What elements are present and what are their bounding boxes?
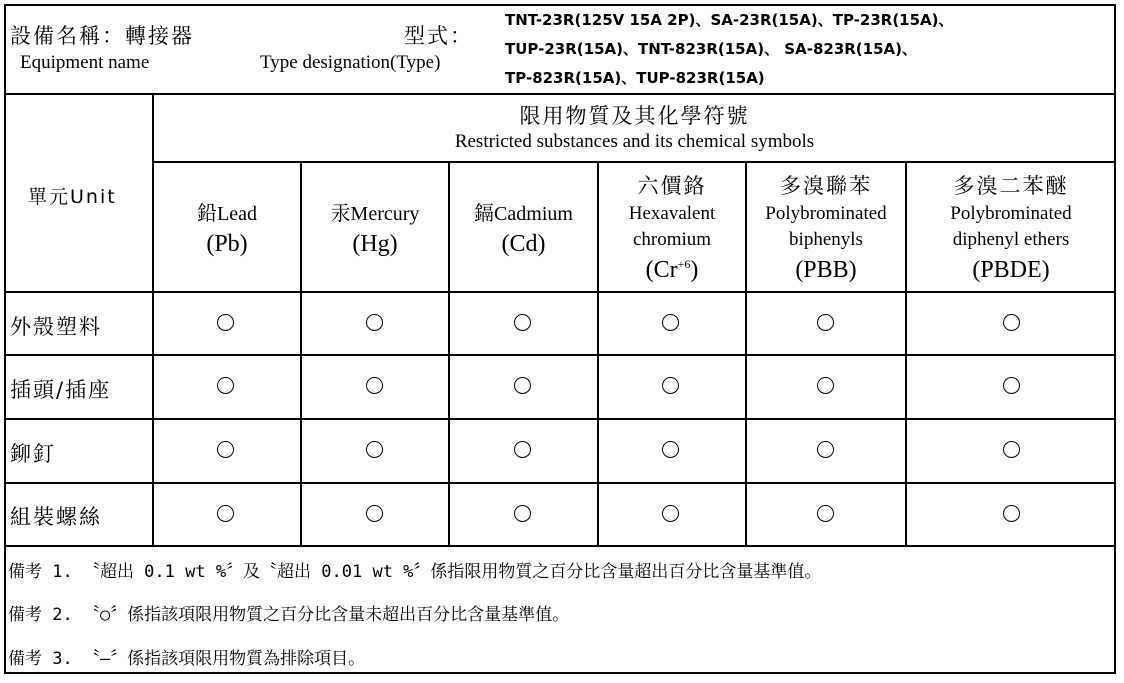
row-unit-plug-socket: 插頭/插座 [10, 378, 112, 402]
chromium-column-name-zh: 六價鉻 [637, 174, 707, 198]
pbde-column-name-en-2: diphenyl ethers [952, 229, 1070, 250]
compliance-circle-mark [1003, 314, 1020, 331]
pbb-column-name-en-2: biphenyls [789, 229, 863, 250]
compliance-circle-mark [217, 505, 234, 522]
chromium-column-name-en-2: chromium [632, 229, 712, 250]
model-list-line-3: TP-823R(15A)、TUP-823R(15A) [505, 69, 765, 87]
compliance-circle-mark [366, 441, 383, 458]
compliance-circle-mark [217, 377, 234, 394]
chromium-column-name-en-1: Hexavalent [628, 203, 716, 224]
cadmium-column-name: 鎘Cadmium [474, 203, 573, 225]
row-divider [4, 482, 1116, 484]
compliance-circle-mark [366, 505, 383, 522]
row-divider [4, 418, 1116, 420]
model-list-line-2: TUP-23R(15A)、TNT-823R(15A)、 SA-823R(15A)、 [505, 40, 917, 58]
compliance-circle-mark [514, 314, 531, 331]
pbb-column-name-en-1: Polybrominated [765, 203, 887, 224]
compliance-circle-mark [514, 505, 531, 522]
compliance-circle-mark [514, 377, 531, 394]
restricted-substances-title-en: Restricted substances and its chemical symbols [454, 131, 815, 152]
compliance-circle-mark [1003, 377, 1020, 394]
row-unit-assembly-screw: 組裝螺絲 [10, 505, 102, 529]
compliance-circle-mark [817, 505, 834, 522]
cadmium-column-symbol: (Cd) [501, 231, 546, 257]
type-designation-en: Type designation(Type) [260, 52, 441, 73]
chromium-symbol-base: (Cr [645, 257, 678, 283]
mercury-column-name: 汞Mercury [330, 203, 420, 225]
row-unit-rivet: 鉚釘 [10, 442, 56, 466]
column-divider [152, 93, 154, 547]
equipment-name-en: Equipment name [20, 52, 150, 73]
compliance-circle-mark [662, 441, 679, 458]
model-list-line-1: TNT-23R(125V 15A 2P)、SA-23R(15A)、TP-23R(15A)、 [505, 11, 954, 29]
note-2: 備考 2. 〝○〞係指該項限用物質之百分比含量未超出百分比含量基準值。 [8, 605, 570, 625]
compliance-circle-mark [1003, 441, 1020, 458]
pbb-column-symbol: (PBB) [795, 257, 857, 283]
note-1: 備考 1. 〝超出 0.1 wt %〞及〝超出 0.01 wt %〞係指限用物質之百分比含量超出百分比含量基準值。 [8, 562, 822, 582]
chromium-symbol-end: ) [690, 257, 699, 283]
compliance-circle-mark [662, 505, 679, 522]
pbde-column-name-zh: 多溴二苯醚 [953, 174, 1069, 198]
compliance-circle-mark [817, 441, 834, 458]
equipment-name-zh: 設備名稱：轉接器 [10, 24, 194, 48]
restricted-substances-title-zh: 限用物質及其化學符號 [519, 104, 750, 128]
table-header-divider [4, 291, 1116, 293]
note-3: 備考 3. 〝—〞係指該項限用物質為排除項目。 [8, 649, 366, 669]
compliance-circle-mark [217, 314, 234, 331]
compliance-circle-mark [817, 377, 834, 394]
row-divider [4, 354, 1116, 356]
pbb-column-name-zh: 多溴聯苯 [780, 174, 872, 198]
row-unit-housing-plastic: 外殼塑料 [10, 315, 102, 339]
lead-column-symbol: (Pb) [206, 231, 248, 257]
compliance-circle-mark [1003, 505, 1020, 522]
compliance-circle-mark [817, 314, 834, 331]
notes-divider [4, 545, 1116, 547]
compliance-circle-mark [514, 441, 531, 458]
lead-column-name: 鉛Lead [197, 203, 257, 225]
type-designation-zh: 型式： [404, 24, 473, 48]
substances-header-divider [153, 161, 1116, 163]
pbde-column-name-en-1: Polybrominated [950, 203, 1072, 224]
header-divider [4, 93, 1116, 95]
pbde-column-symbol: (PBDE) [972, 257, 1050, 283]
compliance-circle-mark [662, 377, 679, 394]
compliance-circle-mark [217, 441, 234, 458]
mercury-column-symbol: (Hg) [352, 231, 398, 257]
chromium-column-symbol [598, 257, 746, 284]
chromium-symbol-superscript: +6 [677, 257, 691, 271]
compliance-circle-mark [662, 314, 679, 331]
compliance-circle-mark [366, 377, 383, 394]
compliance-circle-mark [366, 314, 383, 331]
unit-column-header: 單元Unit [28, 186, 117, 208]
